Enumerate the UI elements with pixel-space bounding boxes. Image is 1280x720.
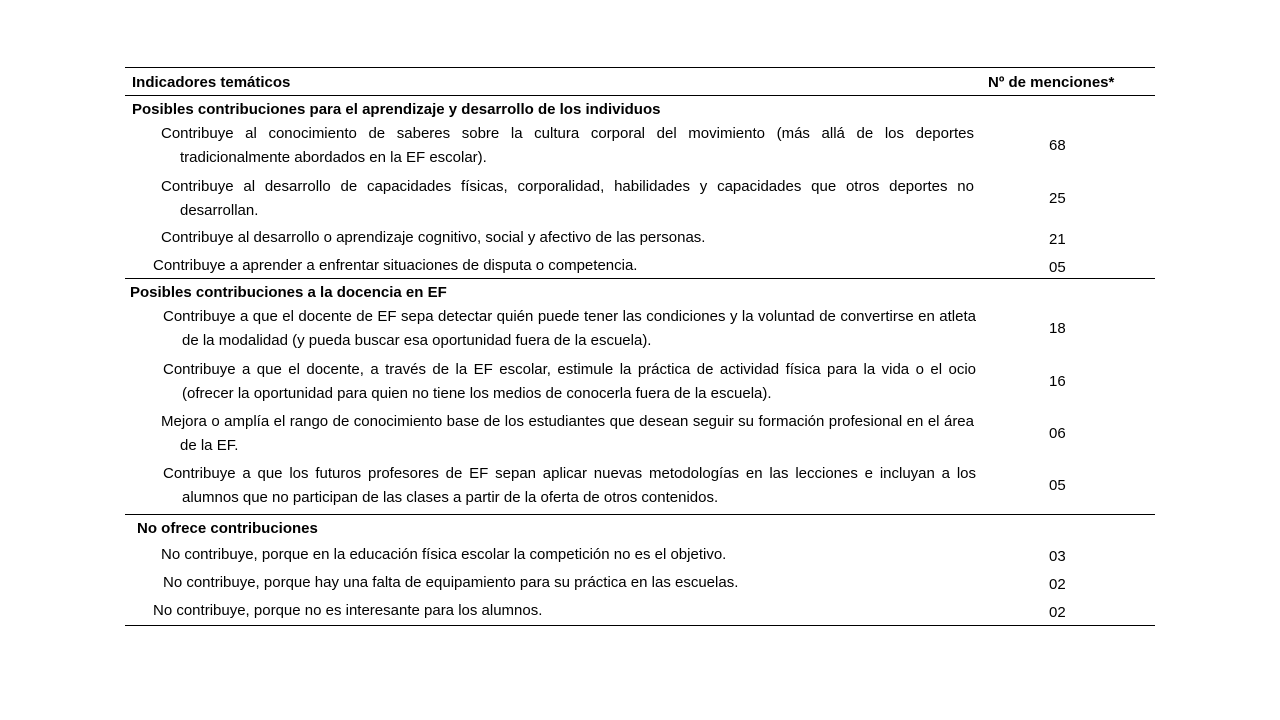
table-row [125, 410, 1155, 458]
section-title: No ofrece contribuciones [137, 520, 318, 537]
table-row [125, 358, 1155, 406]
row-count: 68 [1049, 137, 1066, 154]
row-count: 25 [1049, 190, 1066, 207]
section-title: Posibles contribuciones a la docencia en EF [130, 284, 447, 301]
row-count: 02 [1049, 604, 1066, 621]
row-text: Mejora o amplía el rango de conocimiento base de los estudiantes que desean seguir su formación profesional en el área de la EF. [161, 413, 974, 454]
row-text: No contribuye, porque no es interesante para los alumnos. [153, 602, 543, 619]
row-text: Contribuye a que el docente de EF sepa detectar quién puede tener las condiciones y la voluntad de convertirse en atleta de la modalidad (y pueda buscar esa oportunidad fuera de la escuela). [163, 308, 976, 349]
row-text: No contribuye, porque hay una falta de equipamiento para su práctica en las escuelas. [163, 574, 739, 591]
row-count: 16 [1049, 373, 1066, 390]
table-row [125, 546, 1155, 564]
table-row [125, 229, 1155, 247]
header-indicators: Indicadores temáticos [132, 74, 291, 91]
table-row [125, 462, 1155, 510]
row-count: 06 [1049, 425, 1066, 442]
table-row [125, 574, 1155, 592]
header-mentions: Nº de menciones* [988, 74, 1115, 91]
row-text: Contribuye a que los futuros profesores de EF sepan aplicar nuevas metodologías en las lecciones e incluyan a los alumnos que no participan de las clases a partir de la oferta de otros contenidos. [163, 465, 976, 506]
row-count: 18 [1049, 320, 1066, 337]
table-row [125, 175, 1155, 223]
section-title: Posibles contribuciones para el aprendizaje y desarrollo de los individuos [132, 101, 661, 118]
row-count: 21 [1049, 231, 1066, 248]
row-count: 03 [1049, 548, 1066, 565]
row-text: Contribuye al desarrollo de capacidades físicas, corporalidad, habilidades y capacidades que otros deportes no desarrollan. [161, 178, 974, 219]
table-row [125, 257, 1155, 275]
row-text: Contribuye al conocimiento de saberes sobre la cultura corporal del movimiento (más allá de los deportes tradicionalmente abordados en la EF escolar). [161, 125, 974, 166]
row-text: Contribuye a que el docente, a través de la EF escolar, estimule la práctica de actividad física para la vida o el ocio (ofrecer la oportunidad para quien no tiene los medios de conocerla fuera de la escuela). [163, 361, 976, 402]
row-text: No contribuye, porque en la educación física escolar la competición no es el objetivo. [161, 546, 727, 563]
section-no-contribution [125, 515, 1155, 625]
row-count: 05 [1049, 259, 1066, 276]
mentions-table [125, 67, 1155, 626]
table-row [125, 602, 1155, 620]
section-teaching [125, 279, 1155, 515]
row-count: 05 [1049, 477, 1066, 494]
table-row [125, 305, 1155, 353]
table-header [125, 68, 1155, 96]
row-text: Contribuye a aprender a enfrentar situaciones de disputa o competencia. [153, 257, 638, 274]
table-row [125, 122, 1155, 170]
row-text: Contribuye al desarrollo o aprendizaje cognitivo, social y afectivo de las personas. [161, 229, 706, 246]
row-count: 02 [1049, 576, 1066, 593]
section-learning [125, 96, 1155, 279]
